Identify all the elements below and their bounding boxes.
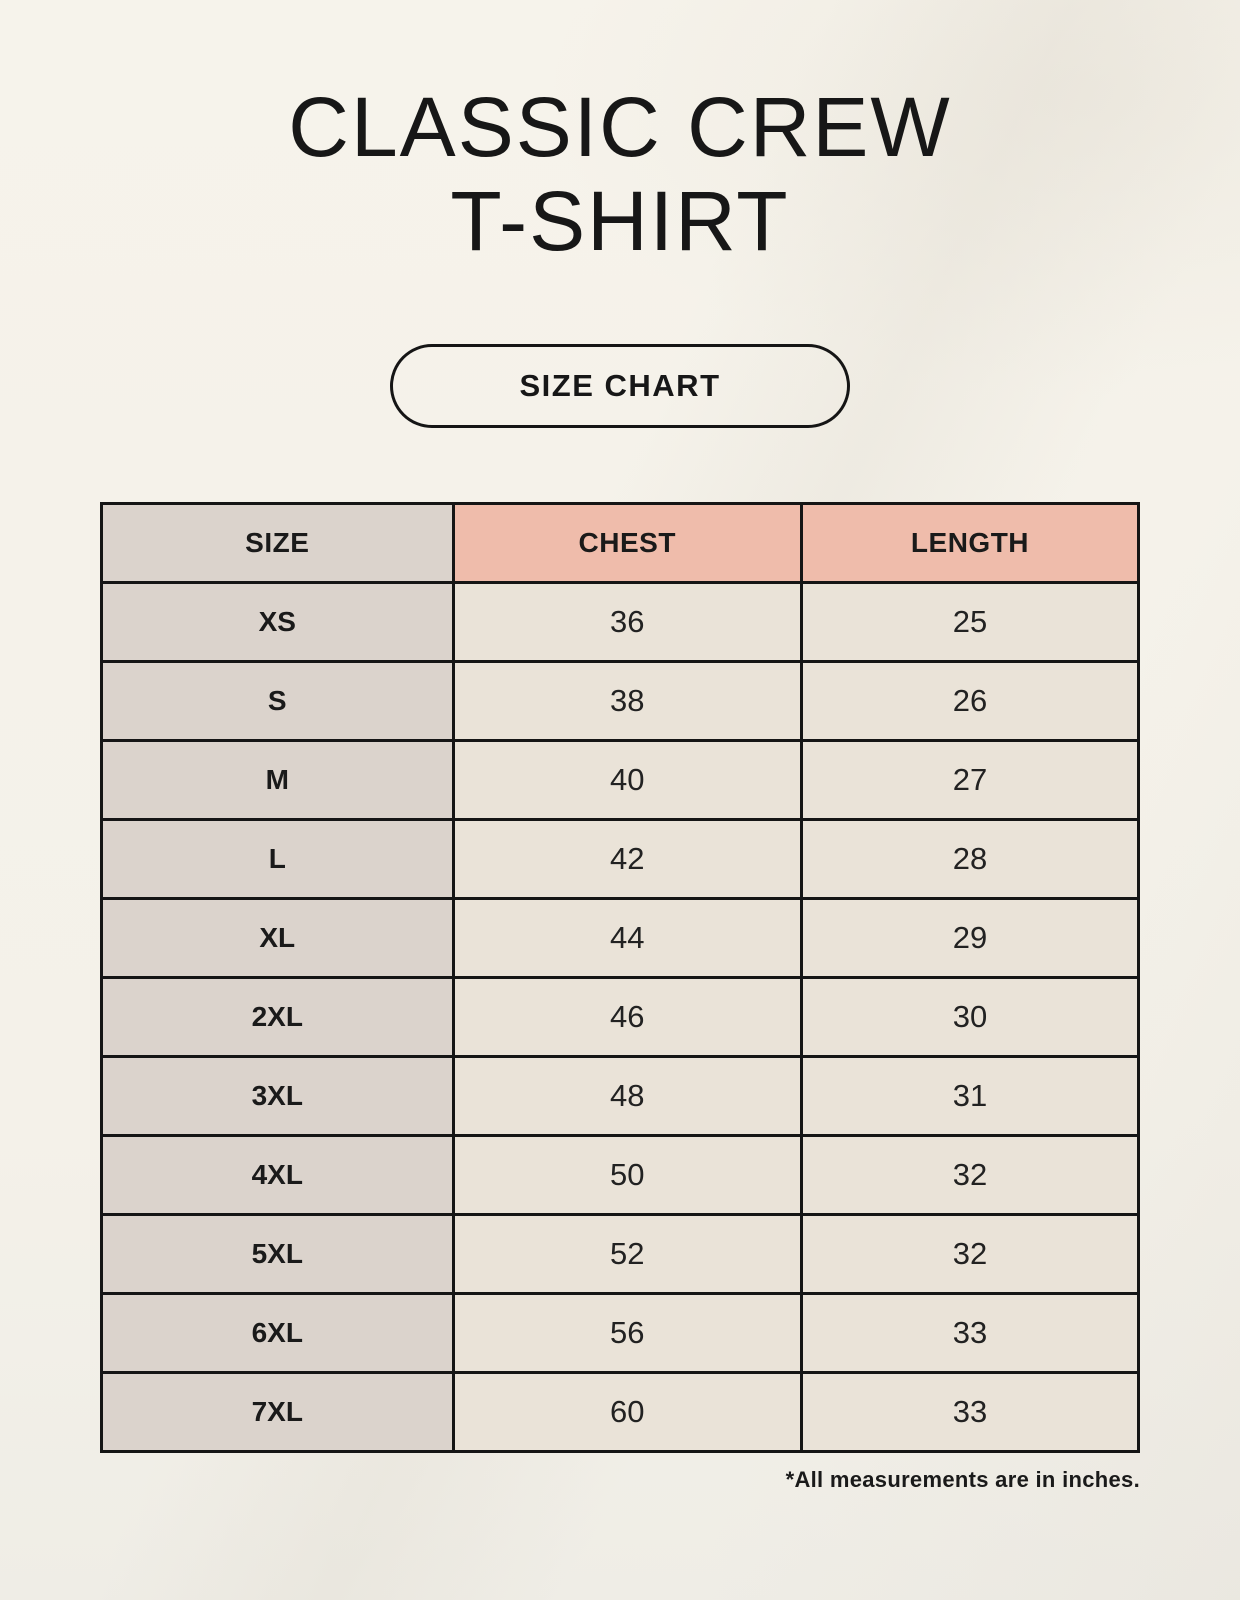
size-chart-badge	[390, 344, 850, 428]
table-row	[102, 662, 1139, 741]
length-cell: 32	[801, 1136, 1138, 1215]
page-title	[0, 0, 1240, 268]
size-cell: 4XL	[102, 1136, 454, 1215]
size-cell: L	[102, 820, 454, 899]
size-table-container	[100, 502, 1140, 1453]
chest-cell: 60	[453, 1373, 801, 1452]
size-cell: 2XL	[102, 978, 454, 1057]
page-title-line1: CLASSIC CREW	[288, 80, 952, 174]
table-row	[102, 820, 1139, 899]
size-cell: XS	[102, 583, 454, 662]
chest-cell: 38	[453, 662, 801, 741]
table-row	[102, 741, 1139, 820]
page-title-line2: T-SHIRT	[450, 174, 790, 269]
table-row	[102, 978, 1139, 1057]
chest-cell: 42	[453, 820, 801, 899]
size-cell: 5XL	[102, 1215, 454, 1294]
column-header-length: LENGTH	[801, 504, 1138, 583]
chest-cell: 46	[453, 978, 801, 1057]
length-cell: 27	[801, 741, 1138, 820]
column-header-size: SIZE	[102, 504, 454, 583]
size-cell: 7XL	[102, 1373, 454, 1452]
column-header-chest: CHEST	[453, 504, 801, 583]
length-cell: 25	[801, 583, 1138, 662]
table-row	[102, 1294, 1139, 1373]
length-cell: 26	[801, 662, 1138, 741]
chest-cell: 52	[453, 1215, 801, 1294]
length-cell: 33	[801, 1373, 1138, 1452]
chest-cell: 44	[453, 899, 801, 978]
size-cell: 6XL	[102, 1294, 454, 1373]
size-cell: XL	[102, 899, 454, 978]
measurements-footnote: *All measurements are in inches.	[785, 1467, 1140, 1493]
size-table	[100, 502, 1140, 1453]
table-row	[102, 899, 1139, 978]
chest-cell: 48	[453, 1057, 801, 1136]
size-cell: M	[102, 741, 454, 820]
table-row	[102, 1373, 1139, 1452]
size-chart-badge-label: SIZE CHART	[519, 368, 721, 404]
table-row	[102, 1136, 1139, 1215]
chest-cell: 40	[453, 741, 801, 820]
size-table-body	[102, 583, 1139, 1452]
chest-cell: 36	[453, 583, 801, 662]
length-cell: 28	[801, 820, 1138, 899]
length-cell: 29	[801, 899, 1138, 978]
table-row	[102, 1057, 1139, 1136]
header-row	[102, 504, 1139, 583]
size-cell: 3XL	[102, 1057, 454, 1136]
length-cell: 33	[801, 1294, 1138, 1373]
chest-cell: 56	[453, 1294, 801, 1373]
length-cell: 31	[801, 1057, 1138, 1136]
chest-cell: 50	[453, 1136, 801, 1215]
length-cell: 32	[801, 1215, 1138, 1294]
size-cell: S	[102, 662, 454, 741]
table-row	[102, 583, 1139, 662]
table-row	[102, 1215, 1139, 1294]
length-cell: 30	[801, 978, 1138, 1057]
size-table-header	[102, 504, 1139, 583]
